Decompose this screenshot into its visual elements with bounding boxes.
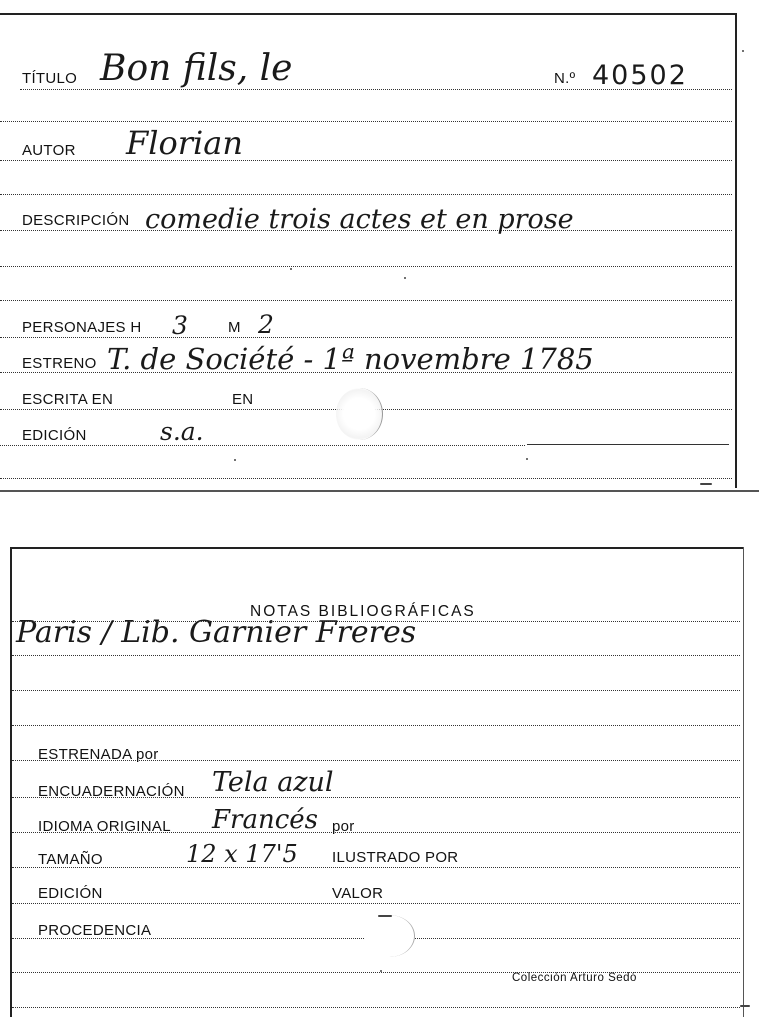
smudge-mark bbox=[364, 915, 415, 957]
edicion-underline bbox=[527, 444, 729, 445]
ruled-line bbox=[12, 690, 740, 691]
idioma-label: IDIOMA ORIGINAL bbox=[38, 818, 171, 835]
ruled-line bbox=[12, 655, 740, 656]
notas-value: Paris / Lib. Garnier Freres bbox=[16, 615, 417, 650]
ruled-line bbox=[0, 337, 732, 338]
titulo-label: TÍTULO bbox=[22, 70, 78, 87]
ruled-line bbox=[12, 621, 740, 622]
descripcion-value: comedie trois actes et en prose bbox=[145, 204, 574, 235]
personajes-m-label: M bbox=[228, 319, 241, 336]
speck bbox=[526, 458, 528, 460]
back-card-left-edge bbox=[10, 547, 12, 1017]
ruled-line bbox=[0, 266, 732, 267]
encuadernacion-label: ENCUADERNACIÓN bbox=[38, 783, 185, 800]
tamano-value: 12 x 17'5 bbox=[186, 840, 298, 868]
idioma-por-label: por bbox=[332, 818, 355, 835]
edicion-value: s.a. bbox=[160, 417, 204, 446]
notas-heading: NOTAS BIBLIOGRÁFICAS bbox=[250, 603, 476, 620]
ruled-line bbox=[0, 445, 525, 446]
ruled-line bbox=[0, 121, 732, 122]
ruled-line bbox=[12, 725, 740, 726]
personajes-m-value: 2 bbox=[258, 310, 274, 339]
procedencia-label: PROCEDENCIA bbox=[38, 922, 152, 939]
estrenada-label: ESTRENADA por bbox=[38, 746, 159, 763]
valor-label: VALOR bbox=[332, 885, 384, 902]
edicion-back-label: EDICIÓN bbox=[38, 885, 103, 902]
personajes-h-label: PERSONAJES H bbox=[22, 319, 142, 336]
front-card-bottom-edge bbox=[0, 490, 759, 492]
ruled-line bbox=[0, 160, 732, 161]
speck bbox=[404, 277, 406, 279]
edicion-label: EDICIÓN bbox=[22, 427, 87, 444]
personajes-h-value: 3 bbox=[172, 311, 188, 340]
idioma-value: Francés bbox=[212, 805, 319, 835]
tamano-label: TAMAÑO bbox=[38, 851, 103, 868]
smudge-mark bbox=[336, 388, 383, 440]
collection-label: Colección Arturo Sedó bbox=[512, 972, 637, 984]
speck bbox=[234, 459, 236, 461]
speck bbox=[290, 268, 292, 270]
back-card-right-edge bbox=[743, 547, 744, 1017]
back-card bbox=[0, 535, 759, 1028]
ruled-line bbox=[12, 1007, 740, 1008]
speck bbox=[380, 970, 382, 972]
descripcion-label: DESCRIPCIÓN bbox=[22, 212, 130, 229]
ruled-line bbox=[12, 867, 740, 868]
titulo-value: Bon fils, le bbox=[100, 48, 293, 89]
ilustrado-label: ILUSTRADO POR bbox=[332, 849, 459, 866]
front-card-right-edge bbox=[735, 13, 737, 488]
speck bbox=[742, 50, 744, 52]
front-card bbox=[0, 0, 759, 495]
ruled-line bbox=[0, 478, 732, 479]
speck bbox=[740, 1005, 750, 1007]
escrita-label: ESCRITA EN bbox=[22, 391, 114, 408]
front-card-top-edge bbox=[0, 13, 736, 15]
speck bbox=[700, 483, 712, 485]
autor-value: Florian bbox=[126, 124, 243, 162]
estreno-label: ESTRENO bbox=[22, 355, 97, 372]
numero-value: 40502 bbox=[592, 60, 688, 91]
speck bbox=[378, 915, 392, 917]
back-card-top-edge bbox=[10, 547, 744, 549]
estreno-value: T. de Société - 1ª novembre 1785 bbox=[107, 342, 594, 376]
ruled-line bbox=[0, 300, 732, 301]
escrita-en-label: EN bbox=[232, 391, 254, 408]
autor-label: AUTOR bbox=[22, 142, 76, 159]
encuadernacion-value: Tela azul bbox=[212, 767, 334, 798]
ruled-line bbox=[12, 903, 740, 904]
ruled-line bbox=[0, 194, 732, 195]
numero-label: N.º bbox=[554, 70, 576, 87]
